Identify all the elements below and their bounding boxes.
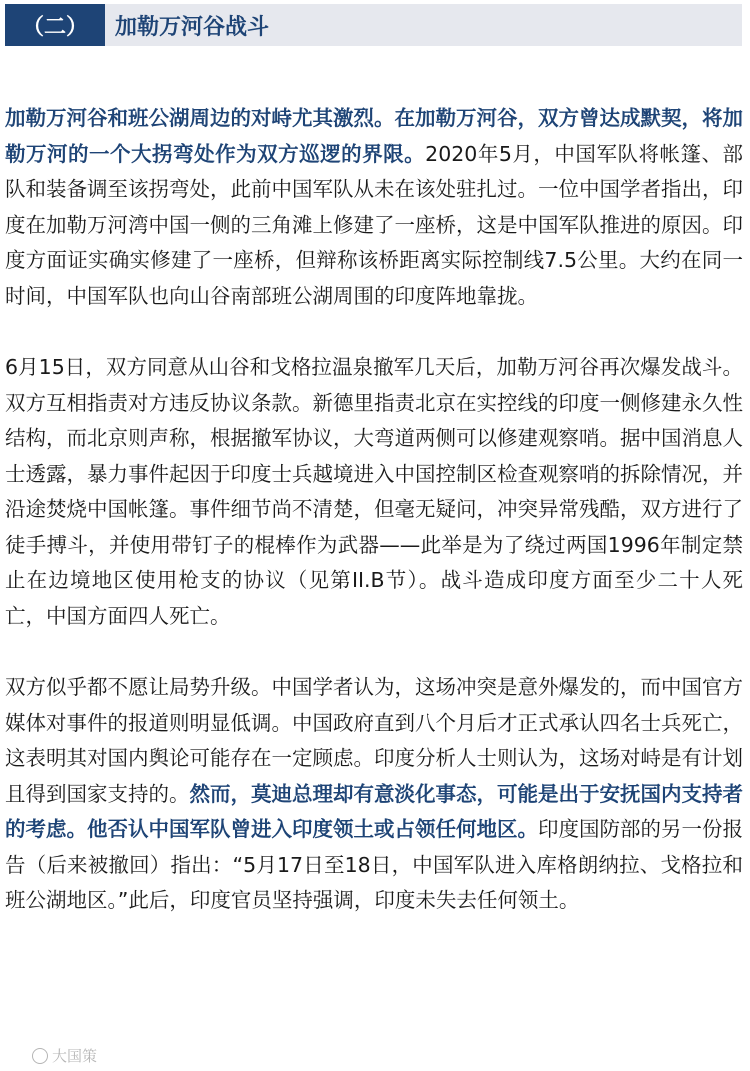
highlighted-text: 然而，莫迪总理却有意淡化事态，可能是出于安抚国内支持者的考虑。他否认中国军队曾进入印度领土或占领任何地区。 (5, 781, 743, 841)
watermark-logo-icon (32, 1048, 48, 1064)
paragraph-2: 6月15日，双方同意从山谷和戈格拉温泉撤军几天后，加勒万河谷再次爆发战斗。双方互相指责对方违反协议条款。新德里指责北京在实控线的印度一侧修建永久性结构，而北京则声称，根据撤军协议，大弯道两侧可以修建观察哨。据中国消息人士透露，暴力事件起因于印度士兵越境进入中国控制区检查观察哨的拆除情况，并沿途焚烧中国帐篷。事件细节尚不清楚，但毫无疑问，冲突异常残酷，双方进行了徒手搏斗，并使用带钉子的棍棒作为武器——此举是为了绕过两国1996年制定禁止在边境地区使用枪支的协议（见第II.B节）。战斗造成印度方面至少二十人死亡，中国方面四人死亡。 (5, 355, 743, 628)
watermark-text: 大国策 (52, 1047, 98, 1065)
highlighted-text: 加勒万河谷和班公湖周边的对峙尤其激烈。在加勒万河谷，双方曾达成默契，将加勒万河的一个大拐弯处作为双方巡逻的界限。 (5, 106, 743, 166)
paragraph-3 (5, 670, 743, 919)
paragraph-text: 双方似乎都不愿让局势升级。中国学者认为，这场冲突是意外爆发的，而中国官方媒体对事件的报道则明显低调。中国政府直到八个月后才正式承认四名士兵死亡，这表明其对国内舆论可能存在一定顾虑。印度分析人士则认为，这场对峙是有计划且得到国家支持的。 (5, 675, 743, 806)
watermark (32, 1045, 97, 1066)
article-body (5, 101, 743, 919)
section-number: （二） (5, 4, 105, 46)
paragraph-1 (5, 101, 743, 314)
paragraph-text: 印度国防部的另一份报告（后来被撤回）指出：“5月17日至18日，中国军队进入库格朗纳拉、戈格拉和班公湖地区。”此后，印度官员坚持强调，印度未失去任何领土。 (5, 817, 743, 912)
paragraph-text: 2020年5月，中国军队将帐篷、部队和装备调至该拐弯处，此前中国军队从未在该处驻扎过。一位中国学者指出，印度在加勒万河湾中国一侧的三角滩上修建了一座桥，这是中国军队推进的原因。印度方面证实确实修建了一座桥，但辩称该桥距离实际控制线7.5公里。大约在同一时间，中国军队也向山谷南部班公湖周围的印度阵地靠拢。 (5, 141, 743, 308)
section-header (5, 4, 742, 46)
section-title: 加勒万河谷战斗 (105, 4, 742, 46)
